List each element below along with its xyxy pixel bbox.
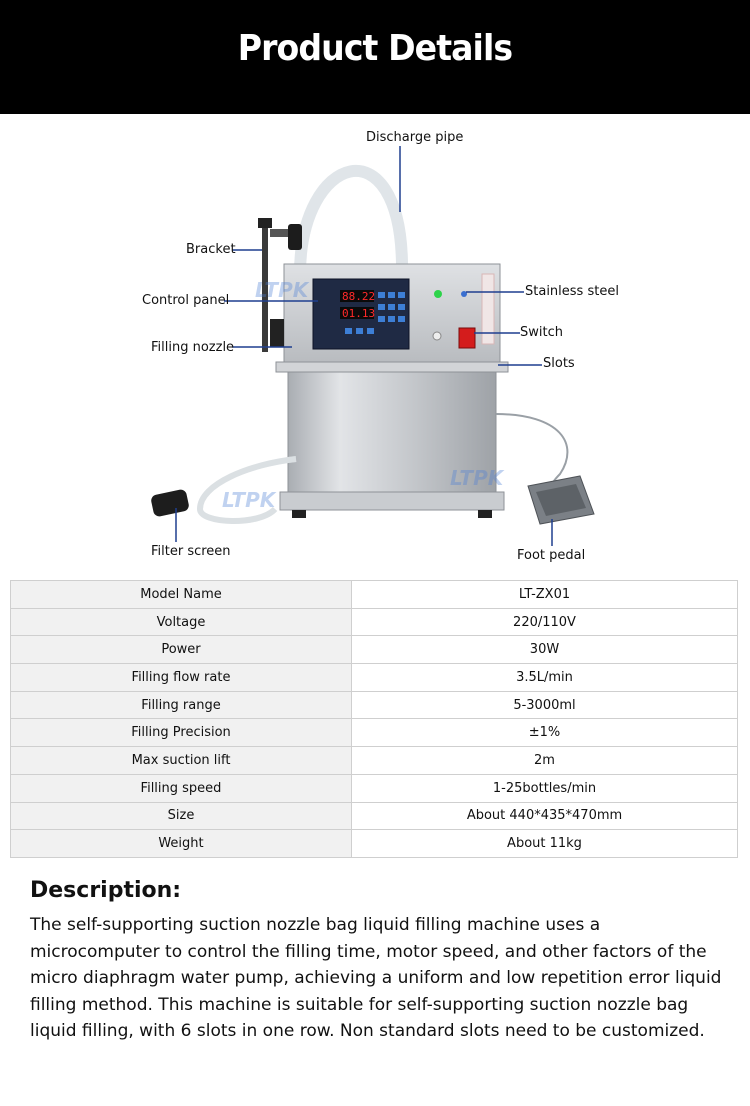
spec-value: ±1% bbox=[352, 719, 738, 747]
power-switch bbox=[459, 328, 475, 348]
table-row bbox=[11, 802, 738, 830]
power-indicator bbox=[434, 290, 442, 298]
spec-value: 5-3000ml bbox=[352, 691, 738, 719]
callout-foot-pedal: Foot pedal bbox=[517, 548, 586, 563]
table-row bbox=[11, 691, 738, 719]
spec-value: 1-25bottles/min bbox=[352, 774, 738, 802]
page-title: Product Details bbox=[237, 28, 513, 69]
spec-value: 3.5L/min bbox=[352, 664, 738, 692]
description-text: The self-supporting suction nozzle bag liquid filling machine uses a microcomputer to control the filling time, motor speed, and other factors of the micro diaphragm water pump, achieving a uniform and low repetition error liquid filling method. This machine is suitable for self-supporting suction nozzle bag liquid filling, with 6 slots in one row. Non standard slots need to be customized. bbox=[30, 915, 722, 1042]
filling-nozzle bbox=[270, 319, 284, 347]
spec-label: Filling range bbox=[11, 691, 352, 719]
spec-value: About 11kg bbox=[352, 830, 738, 858]
table-row bbox=[11, 830, 738, 858]
spec-label: Model Name bbox=[11, 581, 352, 609]
spec-value: About 440*435*470mm bbox=[352, 802, 738, 830]
watermark-3: LTPK bbox=[222, 488, 276, 512]
callout-stainless-steel: Stainless steel bbox=[525, 284, 619, 299]
header-banner bbox=[0, 0, 750, 114]
table-row bbox=[11, 664, 738, 692]
product-figure bbox=[0, 114, 750, 580]
spec-label: Weight bbox=[11, 830, 352, 858]
table-row bbox=[11, 747, 738, 775]
spec-label: Filling flow rate bbox=[11, 664, 352, 692]
machine-base bbox=[280, 492, 504, 510]
spec-table bbox=[10, 580, 738, 858]
spec-value: 30W bbox=[352, 636, 738, 664]
spec-label: Max suction lift bbox=[11, 747, 352, 775]
spec-label: Filling Precision bbox=[11, 719, 352, 747]
spec-value: 2m bbox=[352, 747, 738, 775]
slots-plate bbox=[276, 362, 508, 372]
callout-slots: Slots bbox=[543, 356, 575, 371]
table-row bbox=[11, 719, 738, 747]
callout-switch: Switch bbox=[520, 325, 563, 340]
watermark-2: LTPK bbox=[450, 466, 504, 490]
table-row bbox=[11, 774, 738, 802]
callout-discharge-pipe: Discharge pipe bbox=[366, 130, 464, 145]
spec-label: Power bbox=[11, 636, 352, 664]
table-row bbox=[11, 581, 738, 609]
spec-value: LT-ZX01 bbox=[352, 581, 738, 609]
callout-control-panel: Control panel bbox=[142, 293, 230, 308]
description-title: Description: bbox=[30, 878, 182, 903]
callout-filling-nozzle: Filling nozzle bbox=[151, 340, 235, 355]
display-top: 88.22 bbox=[342, 290, 376, 303]
callout-bracket: Bracket bbox=[186, 242, 236, 257]
watermark-1: LTPK bbox=[255, 278, 309, 302]
spec-label: Voltage bbox=[11, 608, 352, 636]
display-bottom: 01.13 bbox=[342, 307, 376, 320]
table-row bbox=[11, 608, 738, 636]
machine-illustration bbox=[0, 114, 750, 580]
spec-label: Size bbox=[11, 802, 352, 830]
filter-screen bbox=[150, 488, 190, 517]
spec-value: 220/110V bbox=[352, 608, 738, 636]
callout-filter-screen: Filter screen bbox=[151, 544, 231, 559]
spec-label: Filling speed bbox=[11, 774, 352, 802]
table-row bbox=[11, 636, 738, 664]
